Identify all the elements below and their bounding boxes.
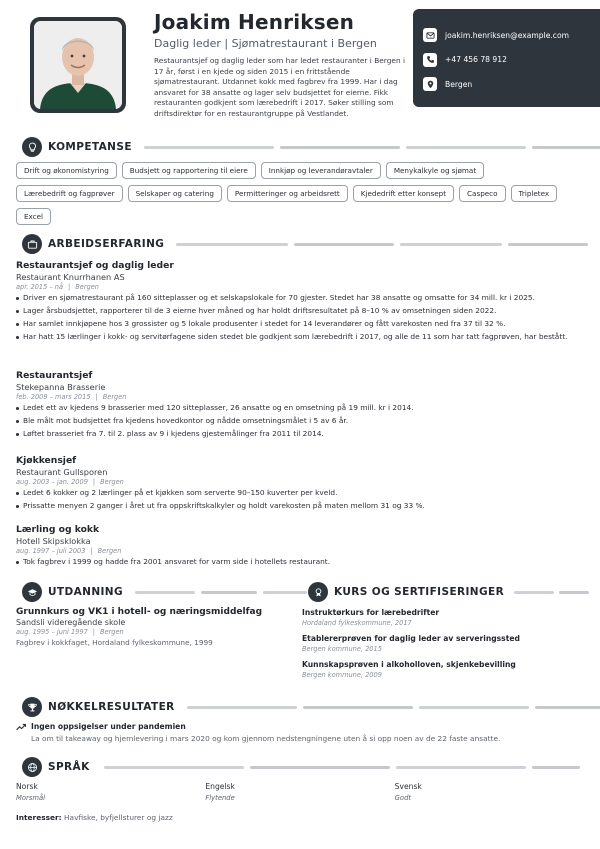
job-title: Restaurantsjef og daglig leder: [16, 260, 174, 271]
profile-photo: [30, 17, 126, 113]
section-title: UTDANNING: [48, 586, 124, 598]
divider: [400, 243, 502, 246]
skill-chip: Caspeco: [459, 185, 506, 202]
skills-list: [16, 162, 576, 225]
profile-summary: Restaurantsjef og daglig leder som har ledet restauranter i Bergen i 17 år, først i en kjede og siden 2015 i en frittstående sjømatrestaurant. Utdannet kokk med fagbrev fra 1999. Har i dag ansvaret for 38 ansatte og lager selv budsjettet for eierne. Fikk restauranten godkjent som lærebedrift i 2017. Søker stilling som driftsdirektør for en restaurantgruppe på Vestlandet.: [154, 56, 406, 118]
language-name: Engelsk: [205, 782, 235, 791]
section-languages-heading: [22, 757, 580, 777]
divider: [294, 243, 394, 246]
course-item: [302, 660, 584, 679]
candidate-title: Daglig leder | Sjømatrestaurant i Bergen: [154, 37, 377, 50]
trend-up-icon: [16, 723, 26, 731]
section-experience-heading: [22, 234, 588, 254]
bullet-item: Driver en sjømatrestaurant på 160 sitteplasser og et selskapslokale for 70 gjester. Stedet har 38 ansatte og omsatte for 34 mill. kr i 2025.: [16, 293, 584, 303]
divider: [104, 766, 244, 769]
skill-chip: Kjededrift etter konsept: [353, 185, 454, 202]
job-meta: aug. 1997 – juli 2003 | Bergen: [16, 547, 122, 555]
skill-chip: Budsjett og rapportering til eiere: [122, 162, 256, 179]
bullet-item: Ledet ett av kjedens 9 brasserier med 120 sitteplasser, 26 ansatte og en omsetning på 19 mill. kr i 2014.: [16, 403, 584, 413]
section-title: NØKKELRESULTATER: [48, 701, 175, 713]
trophy-icon: [22, 697, 42, 717]
job-company: Restaurant Knurrhanen AS: [16, 272, 125, 282]
interests-label: Interesser:: [16, 813, 62, 822]
job-bullets: [16, 293, 584, 342]
globe-icon: [22, 757, 42, 777]
contact-phone[interactable]: [423, 48, 598, 73]
job-location: Bergen: [100, 478, 124, 486]
course-issuer: Bergen kommune, 2015: [302, 645, 382, 653]
language-level: Flytende: [205, 794, 235, 802]
divider: [396, 766, 526, 769]
education-period: aug. 1995 – juni 1997: [16, 628, 88, 636]
skill-chip: Menykalkyle og sjømat: [386, 162, 484, 179]
divider: [280, 146, 400, 149]
language-item: [205, 782, 394, 802]
section-title: ARBEIDSERFARING: [48, 238, 165, 250]
course-issuer: Hordaland fylkeskommune, 2017: [302, 619, 412, 627]
language-item: [395, 782, 584, 802]
skill-chip: Innkjøp og leverandøravtaler: [261, 162, 381, 179]
course-title: Instruktørkurs for lærebedrifter: [302, 608, 440, 617]
education-school: Sandsli videregående skole: [16, 618, 126, 627]
job-entry: [16, 455, 584, 514]
skill-chip: Excel: [16, 208, 51, 225]
job-location: Bergen: [102, 393, 127, 401]
job-location: Bergen: [75, 283, 99, 291]
course-title: Etablererprøven for daglig leder av serveringssted: [302, 634, 520, 643]
course-issuer: Bergen kommune, 2009: [302, 671, 382, 679]
key-result-item: [16, 722, 584, 743]
education-location: Bergen: [100, 628, 124, 636]
skill-chip: Permitteringer og arbeidsrett: [227, 185, 348, 202]
interests: [16, 813, 173, 822]
job-entry: [16, 370, 584, 442]
job-entry: [16, 524, 584, 570]
job-title: Lærling og kokk: [16, 524, 100, 535]
divider: [532, 146, 600, 149]
job-entry: [16, 260, 584, 345]
divider: [419, 706, 529, 709]
divider: [201, 591, 257, 594]
job-company: Hotell Skipsklokka: [16, 536, 91, 546]
divider: [144, 146, 274, 149]
bullet-item: Ledet 6 kokker og 2 lærlinger på et kjøkken som serverte 90–150 kuverter per kveld.: [16, 488, 584, 498]
course-title: Kunnskapsprøven i alkoholloven, skjenkebevilling: [302, 660, 516, 669]
job-company: Restaurant Gullsporen: [16, 467, 108, 477]
contact-email[interactable]: [423, 23, 598, 48]
bullet-item: Har samlet innkjøpene hos 3 grossister og 5 lokale produsenter i stedet for 14 leverandører og fått varekosten ned fra 37 til 32 %.: [16, 319, 584, 329]
job-location: Bergen: [97, 547, 122, 555]
divider: [514, 591, 554, 594]
language-level: Morsmål: [16, 794, 46, 802]
job-bullets: [16, 488, 584, 511]
language-level: Godt: [394, 794, 412, 802]
email-text: joakim.henriksen@example.com: [445, 30, 570, 40]
job-meta: feb. 2009 – mars 2015 | Bergen: [16, 393, 127, 401]
education-note: Fagbrev i kokkfaget, Hordaland fylkeskommune, 1999: [16, 638, 213, 647]
language-name: Svensk: [394, 782, 422, 791]
divider: [508, 243, 588, 246]
key-result-title-row: [16, 722, 584, 731]
divider: [559, 591, 589, 594]
section-title: SPRÅK: [48, 761, 90, 773]
key-result-description: La om til takeaway og hjemlevering i mars 2020 og kom gjennom nedstengningene uten å si opp noen av de 22 faste ansatte.: [31, 734, 501, 743]
section-education-heading: [22, 582, 307, 602]
education-meta: aug. 1995 – juni 1997 | Bergen: [16, 628, 124, 636]
job-title: Restaurantsjef: [16, 370, 93, 381]
bullet-item: Løftet brasseriet fra 7. til 2. plass av 9 i kjedens gjestemålinger fra 2011 til 2014.: [16, 429, 584, 439]
skill-chip: Selskaper og catering: [128, 185, 222, 202]
lightbulb-icon: [22, 137, 42, 157]
portrait-image: [34, 21, 122, 109]
bullet-item: Ble målt mot budsjettet fra kjedens hovedkontor og nådde omsetningsmålet i 5 av 6 år.: [16, 416, 584, 426]
language-item: [16, 782, 205, 802]
languages-list: [16, 782, 584, 802]
job-meta: aug. 2003 – jan. 2009 | Bergen: [16, 478, 124, 486]
location-text: Bergen: [445, 79, 473, 89]
divider: [263, 591, 307, 594]
header: [16, 0, 584, 132]
job-period: apr. 2015 – nå: [16, 283, 64, 291]
section-results-heading: [22, 697, 600, 717]
bullet-item: Tok fagbrev i 1999 og hadde fra 2001 ansvaret for varm side i hotellets restaurant.: [16, 557, 584, 567]
divider: [406, 146, 526, 149]
job-period: aug. 1997 – juli 2003: [16, 547, 86, 555]
course-item: [302, 608, 584, 627]
divider: [250, 766, 390, 769]
candidate-name: Joakim Henriksen: [154, 10, 355, 34]
contact-location: [423, 72, 598, 97]
interests-value: Havfiske, byfjellsturer og jazz: [63, 813, 173, 822]
phone-icon: [423, 53, 437, 67]
language-name: Norsk: [16, 782, 38, 791]
divider: [176, 243, 288, 246]
phone-text: +47 456 78 912: [445, 55, 507, 65]
education-title: Grunnkurs og VK1 i hotell- og næringsmiddelfag: [16, 607, 263, 617]
contact-box: [413, 9, 600, 107]
mail-icon: [423, 28, 437, 42]
section-title: KOMPETANSE: [48, 141, 132, 153]
education-entry: [16, 607, 286, 647]
job-period: feb. 2009 – mars 2015: [16, 393, 91, 401]
job-bullets: [16, 403, 584, 439]
divider: [532, 766, 580, 769]
bullet-item: Har hatt 15 lærlinger i kokk- og servitørfagene siden stedet ble godkjent som lærebedrift i 2017, og alle de 11 som har tatt fagprøven, har bestått.: [16, 332, 584, 342]
bullet-item: Prissatte menyen 2 ganger i året ut fra oppskriftskalkyler og holdt varekosten på maten mellom 31 og 33 %.: [16, 501, 584, 511]
bullet-item: Lager årsbudsjettet, rapporterer til de 3 eierne hver måned og har holdt driftsresultatet på 8–10 % av omsetningen siden 2022.: [16, 306, 584, 316]
divider: [303, 706, 413, 709]
section-skills-heading: [22, 137, 600, 157]
skill-chip: Drift og økonomistyring: [16, 162, 117, 179]
course-item: [302, 634, 584, 653]
job-period: aug. 2003 – jan. 2009: [16, 478, 88, 486]
skill-chip: Lærebedrift og fagprøver: [16, 185, 123, 202]
divider: [135, 591, 195, 594]
divider: [535, 706, 600, 709]
job-meta: apr. 2015 – nå | Bergen: [16, 283, 99, 291]
job-bullets: [16, 557, 584, 567]
section-title: KURS OG SERTIFISERINGER: [334, 586, 505, 598]
skill-chip: Tripletex: [511, 185, 558, 202]
courses-list: [302, 608, 584, 686]
key-result-title: Ingen oppsigelser under pandemien: [31, 722, 186, 731]
location-pin-icon: [423, 77, 437, 91]
briefcase-icon: [22, 234, 42, 254]
certificate-icon: [308, 582, 328, 602]
job-company: Stekepanna Brasserie: [16, 382, 106, 392]
divider: [187, 706, 297, 709]
graduation-cap-icon: [22, 582, 42, 602]
section-courses-heading: [308, 582, 589, 602]
person-portrait-icon: [34, 21, 122, 109]
job-title: Kjøkkensjef: [16, 455, 77, 466]
